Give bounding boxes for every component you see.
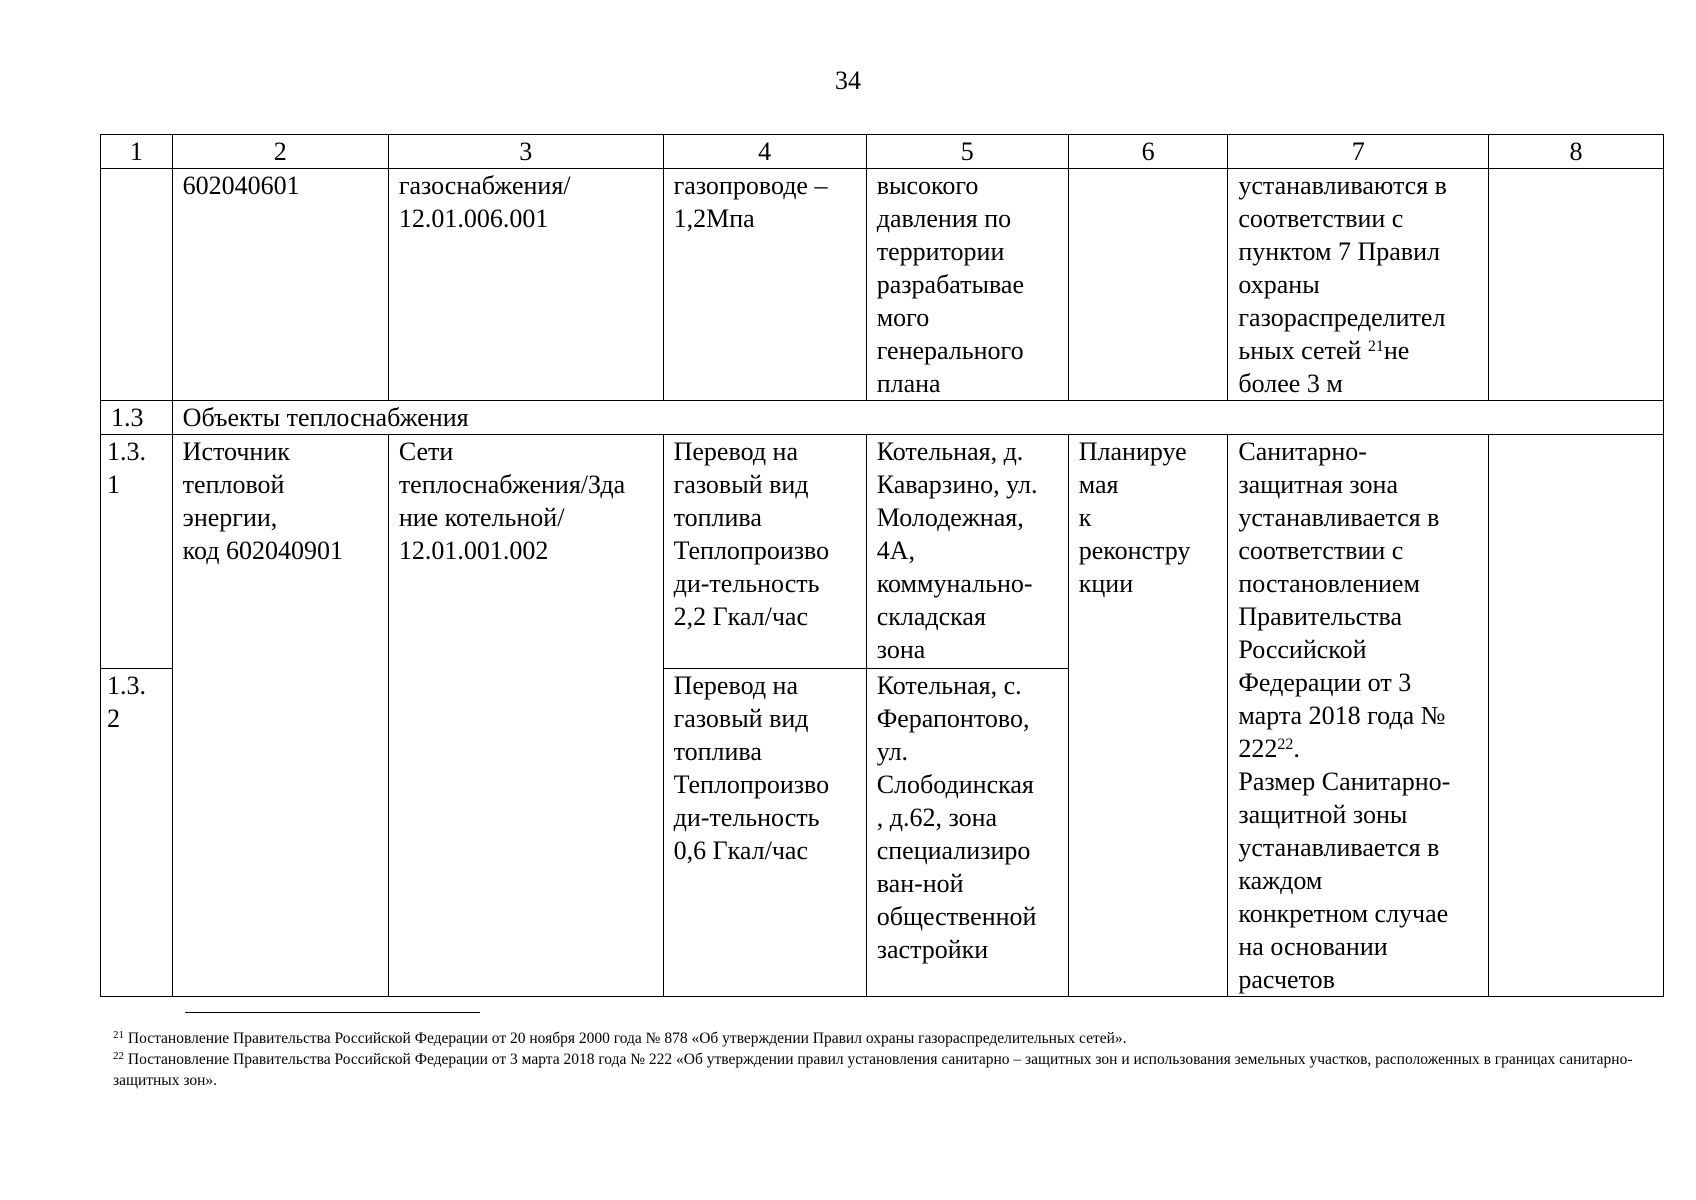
header-cell: 2 bbox=[172, 135, 388, 169]
footnote-21: $^{21}$ Постановление Правительства Российской Федерации от 20 ноября 2000 года № 878 «Об утверждении Правил охраны газораспределительных сетей». bbox=[113, 1029, 1127, 1047]
zones-table bbox=[100, 134, 1664, 997]
table-row bbox=[101, 435, 1664, 669]
object-code-cell: 602040601 bbox=[172, 169, 388, 401]
section-title: Объекты теплоснабжения bbox=[172, 401, 1663, 435]
row-number-cell: 1.3. 1 bbox=[101, 435, 173, 669]
header-cell: 6 bbox=[1068, 135, 1228, 169]
notes-cell bbox=[1489, 435, 1664, 997]
page-number: 34 bbox=[835, 66, 861, 95]
characteristics-cell: Перевод на газовый вид топлива Теплопроизво ди-тельность 0,6 Гкал/час bbox=[663, 668, 866, 996]
header-cell: 3 bbox=[388, 135, 663, 169]
location-cell: высокого давления по территории разрабатывае мого генерального плана bbox=[866, 169, 1068, 401]
purpose-cell: Сети теплоснабжения/Зда ние котельной/ 12.01.001.002 bbox=[388, 435, 663, 997]
row-number-cell bbox=[101, 169, 173, 401]
purpose-cell: газоснабжения/ 12.01.006.001 bbox=[388, 169, 663, 401]
location-cell: Котельная, с. Ферапонтово, ул. Слободинская , д.62, зона специализиро ван-ной общественной застройки bbox=[866, 668, 1068, 996]
header-cell: 8 bbox=[1489, 135, 1664, 169]
header-row bbox=[101, 135, 1664, 169]
zone-cell: Санитарно- защитная зона устанавливается в соответствии с постановлением Правительства Российской Федерации от 3 марта 2018 года № $222^{22}$. Размер Санитарно- защитной зоны устанавливается в каждом конкретном случае на основании расчетов bbox=[1228, 435, 1489, 997]
notes-cell bbox=[1489, 169, 1664, 401]
status-cell: Планируе мая к реконстру кции bbox=[1068, 435, 1228, 997]
status-cell bbox=[1068, 169, 1228, 401]
footnote-22: $^{22}$ Постановление Правительства Российской Федерации от 3 марта 2018 года № 222 «Об утверждении правил установления санитарно – защитных зон и использования земельных участков, расположенных в границах санитарно-защитных зон». bbox=[113, 1050, 1633, 1089]
footnote-ref-22: 22 bbox=[1277, 736, 1294, 753]
footnote-separator bbox=[185, 1012, 480, 1013]
zone-cell: устанавливаются в соответствии с пунктом 7 Правил охраны газораспределител ьных сетей $^{21}$не более 3 м bbox=[1228, 169, 1489, 401]
row-number-cell: 1.3. 2 bbox=[101, 668, 173, 996]
footnote-ref-21: 21 bbox=[1367, 338, 1384, 355]
characteristics-cell: газопроводе – 1,2Мпа bbox=[663, 169, 866, 401]
section-number: 1.3 bbox=[101, 401, 173, 435]
object-name-cell: Источник тепловой энергии, код 602040901 bbox=[172, 435, 388, 997]
header-cell: 5 bbox=[866, 135, 1068, 169]
characteristics-cell: Перевод на газовый вид топлива Теплопроизво ди-тельность 2,2 Гкал/час bbox=[663, 435, 866, 669]
footnotes bbox=[113, 1028, 1653, 1091]
continuation-row bbox=[101, 169, 1664, 401]
header-cell: 4 bbox=[663, 135, 866, 169]
header-cell: 7 bbox=[1228, 135, 1489, 169]
location-cell: Котельная, д. Каварзино, ул. Молодежная, 4А, коммунально- складская зона bbox=[866, 435, 1068, 669]
header-cell: 1 bbox=[101, 135, 173, 169]
section-row bbox=[101, 401, 1664, 435]
